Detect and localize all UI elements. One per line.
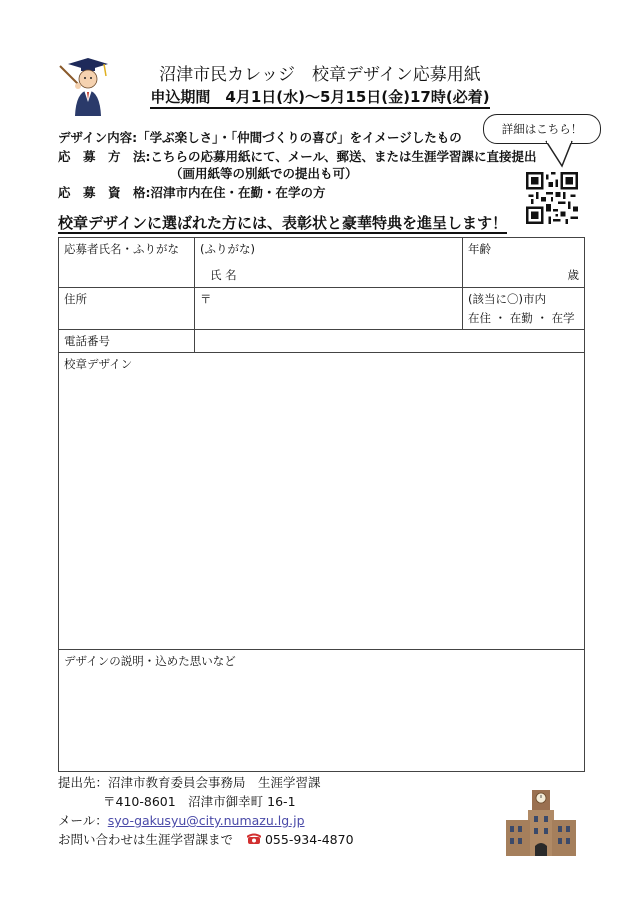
design-label: 校章デザイン [64, 357, 133, 371]
application-method: 応 募 方 法:こちらの応募用紙にて、メール、郵送、または生涯学習課に直接提出 [58, 149, 537, 164]
design-area[interactable] [59, 353, 585, 650]
application-period: 申込期間 4月1日(水)～5月15日(金)17時(必着) [0, 86, 640, 107]
application-method-note: （画用紙等の別紙での提出も可） [170, 166, 358, 181]
contact-line: お問い合わせは生涯学習課まで 055-934-4870 [58, 832, 354, 847]
form-title: 沼津市民カレッジ 校章デザイン応募用紙 [159, 65, 481, 85]
name-sub-label: 氏 名 [210, 268, 237, 282]
email-line: メール：syo-gakusyu@city.numazu.lg.jp [58, 813, 305, 828]
address-label: 住所 [59, 288, 195, 330]
residence-hint: (該当に〇)市内 [468, 292, 546, 306]
design-content: デザイン内容:「学ぶ楽しさ」・「仲間づくりの喜び」をイメージしたもの [58, 130, 462, 145]
furigana-label: (ふりがな) [200, 242, 255, 256]
contact-phone: 055-934-4870 [264, 832, 354, 847]
phone-icon [247, 833, 261, 845]
callout-tail [540, 140, 580, 170]
name-label: 応募者氏名・ふりがな [59, 238, 195, 288]
name-row [59, 238, 585, 288]
age-unit: 歳 [567, 268, 579, 282]
qr-code[interactable] [526, 172, 578, 224]
eligibility: 応 募 資 格:沼津市内在住・在勤・在学の方 [58, 185, 326, 200]
mailing-address: 〒410-8601 沼津市御幸町 16-1 [103, 794, 296, 809]
address-field[interactable] [195, 288, 463, 330]
residence-field[interactable] [463, 288, 585, 330]
residence-options: 在住 ・ 在勤 ・ 在学 [468, 311, 575, 325]
address-row [59, 288, 585, 330]
details-callout: 詳細はこちら！ [483, 114, 601, 144]
description-label: デザインの説明・込めた思いなど [64, 654, 236, 668]
application-form [58, 237, 585, 772]
phone-label: 電話番号 [59, 330, 195, 353]
phone-row [59, 330, 585, 353]
phone-field[interactable] [195, 330, 585, 353]
description-row [59, 650, 585, 772]
description-area[interactable] [59, 650, 585, 772]
name-field[interactable] [195, 238, 463, 288]
building-illustration [504, 788, 578, 858]
age-label: 年齢 [468, 242, 491, 256]
design-row [59, 353, 585, 650]
email-link[interactable]: syo-gakusyu@city.numazu.lg.jp [107, 813, 305, 828]
submit-destination: 提出先：沼津市教育委員会事務局 生涯学習課 [58, 775, 321, 790]
age-field[interactable] [463, 238, 585, 288]
postal-mark: 〒 [200, 292, 212, 306]
award-headline: 校章デザインに選ばれた方には、表彰状と豪華特典を進呈します！ [58, 214, 507, 232]
